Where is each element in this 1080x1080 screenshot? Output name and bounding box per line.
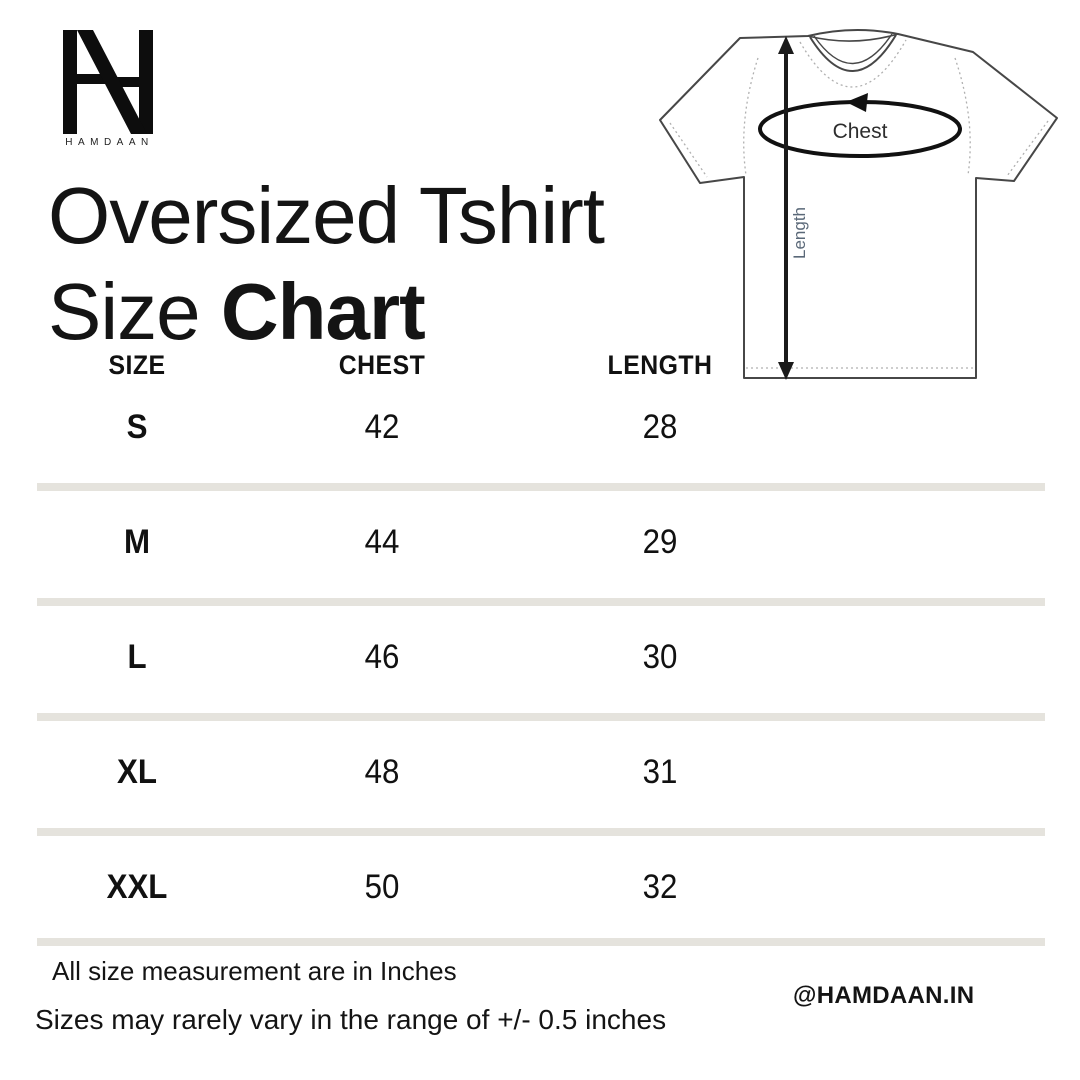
- chest-value: 44: [364, 523, 400, 561]
- size-value: M: [123, 523, 151, 561]
- row-divider: [37, 828, 1045, 836]
- size-value: XL: [117, 753, 157, 791]
- brand-logo: [62, 30, 154, 148]
- header-chest: CHEST: [338, 350, 426, 380]
- chest-label: Chest: [832, 120, 888, 143]
- page-title: [48, 168, 604, 360]
- brand-handle: @HAMDAAN.IN: [793, 982, 975, 1009]
- length-value: 32: [642, 868, 678, 906]
- units-note: All size measurement are in Inches: [52, 956, 457, 986]
- tolerance-note: Sizes may rarely vary in the range of +/- 0.5 inches: [35, 1004, 667, 1035]
- hamdaan-monogram-icon: [63, 30, 153, 134]
- length-value: 28: [642, 408, 678, 446]
- row-divider: [37, 938, 1045, 946]
- size-value: XXL: [106, 868, 168, 906]
- header-size: SIZE: [108, 350, 166, 380]
- size-value: S: [126, 408, 148, 446]
- tshirt-measurement-diagram: [648, 20, 1068, 392]
- row-divider: [37, 598, 1045, 606]
- length-value: 31: [642, 753, 678, 791]
- title-line2: [48, 264, 604, 360]
- chest-value: 42: [364, 408, 400, 446]
- title-line2-regular: Size: [48, 267, 221, 356]
- tshirt-outline: [660, 30, 1057, 378]
- row-divider: [37, 713, 1045, 721]
- size-value: L: [127, 638, 147, 676]
- length-value: 29: [642, 523, 678, 561]
- length-label: Length: [790, 207, 809, 259]
- title-line2-bold: Chart: [220, 267, 425, 356]
- chest-value: 46: [364, 638, 400, 676]
- row-divider: [37, 483, 1045, 491]
- chest-value: 48: [364, 753, 400, 791]
- chest-value: 50: [364, 868, 400, 906]
- title-line1: Oversized Tshirt: [48, 171, 605, 260]
- header-length: LENGTH: [607, 350, 713, 380]
- length-value: 30: [642, 638, 678, 676]
- brand-name: HAMDAAN: [65, 137, 154, 148]
